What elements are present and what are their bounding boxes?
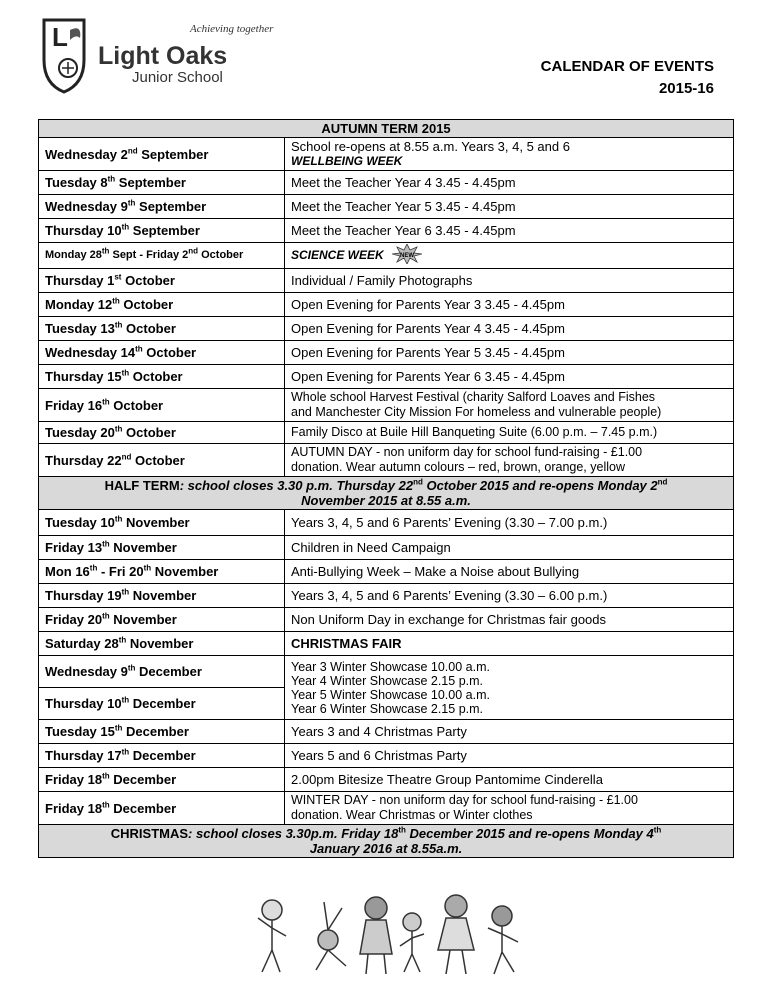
event-description: AUTUMN DAY - non uniform day for school fund-raising - £1.00 donation. Wear autumn colours – red, brown, orange, yellow: [285, 444, 734, 477]
table-row: [39, 422, 734, 444]
calendar-title: [541, 56, 714, 100]
event-description: Open Evening for Parents Year 4 3.45 - 4.45pm: [285, 317, 734, 341]
event-date: Wednesday 2nd September: [39, 138, 285, 171]
event-description: Individual / Family Photographs: [285, 269, 734, 293]
event-description: Years 5 and 6 Christmas Party: [285, 744, 734, 768]
event-description: WINTER DAY - non uniform day for school fund-raising - £1.00 donation. Wear Christmas or Winter clothes: [285, 792, 734, 825]
event-date: Tuesday 13th October: [39, 317, 285, 341]
event-date: Friday 16th October: [39, 389, 285, 422]
event-date: Tuesday 15th December: [39, 720, 285, 744]
event-description: Non Uniform Day in exchange for Christmas fair goods: [285, 608, 734, 632]
table-row: [39, 171, 734, 195]
table-row: [39, 195, 734, 219]
calendar-year: 2015-16: [658, 80, 714, 97]
school-logo: [40, 16, 300, 96]
event-description: CHRISTMAS FAIR: [285, 632, 734, 656]
event-description: Anti-Bullying Week – Make a Noise about Bullying: [285, 560, 734, 584]
event-date: Saturday 28th November: [39, 632, 285, 656]
event-description: SCIENCE WEEK NEW: [285, 243, 734, 269]
autumn-header-row: [39, 120, 734, 138]
event-date: Monday 12th October: [39, 293, 285, 317]
event-description: Years 3, 4, 5 and 6 Parents’ Evening (3.30 – 6.00 p.m.): [285, 584, 734, 608]
christmas-row: [39, 825, 734, 858]
logo-letter: L: [52, 22, 68, 52]
table-row: [39, 269, 734, 293]
event-date: Thursday 10th December: [39, 688, 285, 720]
event-date: Thursday 15th October: [39, 365, 285, 389]
event-date: Friday 20th November: [39, 608, 285, 632]
table-row: [39, 365, 734, 389]
event-description: Meet the Teacher Year 6 3.45 - 4.45pm: [285, 219, 734, 243]
logo-shield-icon: [40, 16, 300, 96]
event-date: Friday 18th December: [39, 768, 285, 792]
event-date: Wednesday 14th October: [39, 341, 285, 365]
event-description: Family Disco at Buile Hill Banqueting Suite (6.00 p.m. – 7.45 p.m.): [285, 422, 734, 444]
svg-text:NEW: NEW: [399, 253, 414, 259]
table-row: [39, 389, 734, 422]
children-illustration: [250, 888, 530, 980]
logo-school-name: Light Oaks: [98, 42, 228, 70]
table-row: [39, 341, 734, 365]
table-row: [39, 444, 734, 477]
table-row: [39, 656, 734, 688]
event-date: Wednesday 9th December: [39, 656, 285, 688]
event-description: Children in Need Campaign: [285, 536, 734, 560]
calendar-heading: CALENDAR OF EVENTS: [540, 58, 714, 75]
event-description: Years 3, 4, 5 and 6 Parents’ Evening (3.30 – 7.00 p.m.): [285, 510, 734, 536]
event-date: Tuesday 10th November: [39, 510, 285, 536]
logo-subtitle: Junior School: [132, 69, 223, 86]
christmas-notice: CHRISTMAS: school closes 3.30p.m. Friday 18th December 2015 and re-opens Monday 4th January 2016 at 8.55a.m.: [39, 825, 734, 858]
new-burst-icon: [392, 244, 422, 267]
table-row: [39, 720, 734, 744]
table-row: [39, 792, 734, 825]
event-description: Meet the Teacher Year 5 3.45 - 4.45pm: [285, 195, 734, 219]
event-date: Tuesday 20th October: [39, 422, 285, 444]
table-row: [39, 608, 734, 632]
table-row: [39, 632, 734, 656]
event-date: Wednesday 9th September: [39, 195, 285, 219]
table-row: [39, 744, 734, 768]
half-term-row: [39, 477, 734, 510]
event-date: Thursday 19th November: [39, 584, 285, 608]
event-description: Meet the Teacher Year 4 3.45 - 4.45pm: [285, 171, 734, 195]
table-row: [39, 560, 734, 584]
event-description: Open Evening for Parents Year 3 3.45 - 4.45pm: [285, 293, 734, 317]
event-date: Friday 18th December: [39, 792, 285, 825]
event-date: Thursday 1st October: [39, 269, 285, 293]
event-description: School re-opens at 8.55 a.m. Years 3, 4, 5 and 6 WELLBEING WEEK: [285, 138, 734, 171]
table-row: [39, 243, 734, 269]
table-row: [39, 584, 734, 608]
dancing-children-icon: [250, 888, 530, 980]
table-row: [39, 138, 734, 171]
table-row: [39, 219, 734, 243]
events-table: [38, 119, 734, 858]
half-term-notice: HALF TERM: school closes 3.30 p.m. Thursday 22nd October 2015 and re-opens Monday 2nd November 2015 at 8.55 a.m.: [39, 477, 734, 510]
event-date: Mon 16th - Fri 20th November: [39, 560, 285, 584]
event-date: Thursday 22nd October: [39, 444, 285, 477]
table-row: [39, 317, 734, 341]
event-description: Years 3 and 4 Christmas Party: [285, 720, 734, 744]
event-description: Open Evening for Parents Year 6 3.45 - 4.45pm: [285, 365, 734, 389]
table-row: [39, 510, 734, 536]
table-row: [39, 768, 734, 792]
event-date: Thursday 10th September: [39, 219, 285, 243]
showcase-description: Year 3 Winter Showcase 10.00 a.m. Year 4 Winter Showcase 2.15 p.m. Year 5 Winter Showcase 10.00 a.m. Year 6 Winter Showcase 2.15 p.m.: [285, 656, 734, 720]
event-description: 2.00pm Bitesize Theatre Group Pantomime Cinderella: [285, 768, 734, 792]
event-description: Open Evening for Parents Year 5 3.45 - 4.45pm: [285, 341, 734, 365]
autumn-term-heading: AUTUMN TERM 2015: [39, 120, 734, 138]
event-description: Whole school Harvest Festival (charity Salford Loaves and Fishes and Manchester City Mission For homeless and vulnerable people): [285, 389, 734, 422]
table-row: [39, 536, 734, 560]
event-date: Monday 28th Sept - Friday 2nd October: [39, 243, 285, 269]
event-date: Friday 13th November: [39, 536, 285, 560]
event-date: Thursday 17th December: [39, 744, 285, 768]
table-row: [39, 293, 734, 317]
logo-tagline: Achieving together: [190, 23, 274, 35]
event-date: Tuesday 8th September: [39, 171, 285, 195]
